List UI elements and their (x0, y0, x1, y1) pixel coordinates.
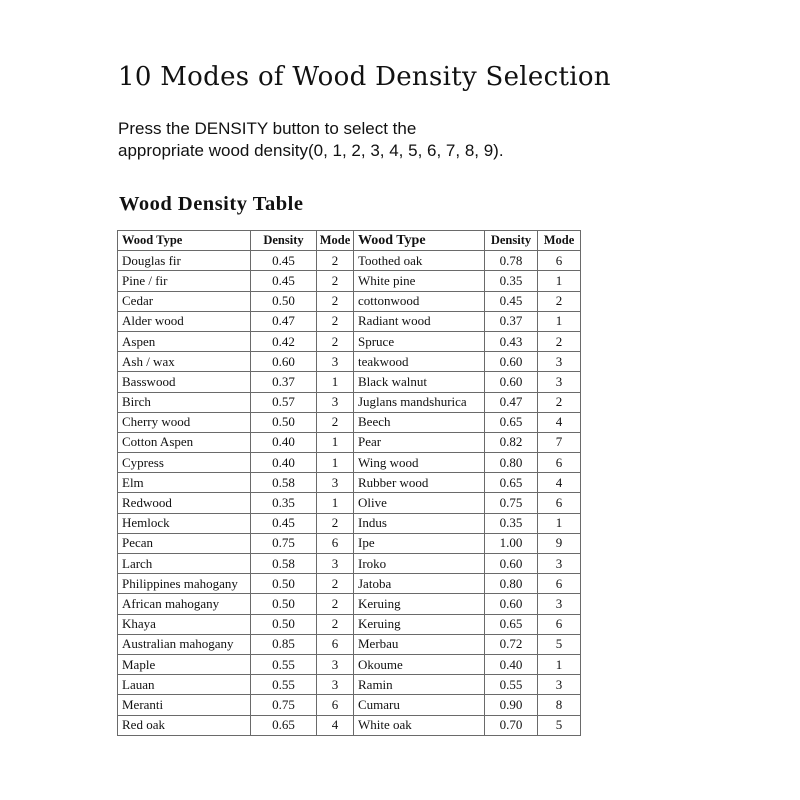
cell-density-right: 0.43 (485, 331, 538, 351)
table-row (118, 695, 581, 715)
cell-wood-type-right: White oak (354, 715, 485, 735)
cell-density-left: 0.50 (251, 291, 317, 311)
table-row (118, 453, 581, 473)
cell-wood-type-left: Maple (118, 654, 251, 674)
cell-wood-type-right: White pine (354, 271, 485, 291)
table-row (118, 493, 581, 513)
cell-wood-type-right: Merbau (354, 634, 485, 654)
table-row (118, 251, 581, 271)
cell-wood-type-right: Keruing (354, 594, 485, 614)
cell-wood-type-left: Khaya (118, 614, 251, 634)
cell-wood-type-left: Lauan (118, 675, 251, 695)
cell-wood-type-left: Cotton Aspen (118, 432, 251, 452)
cell-wood-type-right: Pear (354, 432, 485, 452)
cell-wood-type-left: Aspen (118, 331, 251, 351)
table-row (118, 654, 581, 674)
header-density-left: Density (251, 231, 317, 251)
cell-mode-left: 2 (317, 311, 354, 331)
table-header-row (118, 231, 581, 251)
cell-mode-right: 6 (538, 493, 581, 513)
cell-mode-right: 6 (538, 453, 581, 473)
cell-mode-left: 4 (317, 715, 354, 735)
cell-wood-type-right: Ipe (354, 533, 485, 553)
cell-density-left: 0.55 (251, 675, 317, 695)
cell-wood-type-right: Wing wood (354, 453, 485, 473)
cell-mode-left: 3 (317, 554, 354, 574)
intro-line-2: appropriate wood density(0, 1, 2, 3, 4, 5, 6, 7, 8, 9). (118, 141, 504, 160)
cell-mode-right: 4 (538, 412, 581, 432)
cell-mode-right: 3 (538, 352, 581, 372)
cell-wood-type-left: Pecan (118, 533, 251, 553)
cell-mode-left: 1 (317, 432, 354, 452)
cell-mode-left: 2 (317, 271, 354, 291)
cell-wood-type-left: Birch (118, 392, 251, 412)
cell-density-left: 0.40 (251, 432, 317, 452)
cell-density-left: 0.60 (251, 352, 317, 372)
cell-density-right: 0.65 (485, 473, 538, 493)
cell-density-right: 0.75 (485, 493, 538, 513)
cell-wood-type-left: Elm (118, 473, 251, 493)
table-title: Wood Density Table (119, 193, 304, 215)
table-row (118, 432, 581, 452)
cell-density-right: 0.60 (485, 594, 538, 614)
cell-wood-type-right: Rubber wood (354, 473, 485, 493)
cell-mode-right: 4 (538, 473, 581, 493)
table-row (118, 675, 581, 695)
table-row (118, 473, 581, 493)
header-wood-type-right: Wood Type (354, 231, 485, 251)
cell-density-right: 0.35 (485, 513, 538, 533)
cell-mode-left: 6 (317, 634, 354, 654)
cell-density-left: 0.45 (251, 251, 317, 271)
cell-wood-type-left: Pine / fir (118, 271, 251, 291)
cell-wood-type-left: Ash / wax (118, 352, 251, 372)
cell-density-right: 0.90 (485, 695, 538, 715)
cell-mode-right: 3 (538, 675, 581, 695)
table-row (118, 715, 581, 735)
table-row (118, 574, 581, 594)
cell-density-left: 0.50 (251, 412, 317, 432)
cell-density-right: 0.80 (485, 453, 538, 473)
cell-mode-left: 3 (317, 473, 354, 493)
cell-density-left: 0.65 (251, 715, 317, 735)
cell-density-left: 0.75 (251, 533, 317, 553)
cell-mode-left: 2 (317, 574, 354, 594)
cell-density-left: 0.58 (251, 554, 317, 574)
table-row (118, 392, 581, 412)
cell-mode-left: 3 (317, 675, 354, 695)
cell-wood-type-right: Olive (354, 493, 485, 513)
cell-wood-type-right: Spruce (354, 331, 485, 351)
cell-mode-right: 6 (538, 614, 581, 634)
cell-mode-right: 1 (538, 513, 581, 533)
cell-wood-type-left: Philippines mahogany (118, 574, 251, 594)
cell-mode-left: 2 (317, 614, 354, 634)
header-wood-type-left: Wood Type (118, 231, 251, 251)
cell-wood-type-right: Okoume (354, 654, 485, 674)
cell-wood-type-left: Douglas fir (118, 251, 251, 271)
cell-density-right: 0.82 (485, 432, 538, 452)
cell-density-right: 0.47 (485, 392, 538, 412)
header-mode-right: Mode (538, 231, 581, 251)
cell-mode-left: 3 (317, 352, 354, 372)
cell-mode-right: 3 (538, 554, 581, 574)
table-row (118, 331, 581, 351)
cell-density-right: 1.00 (485, 533, 538, 553)
cell-density-left: 0.85 (251, 634, 317, 654)
cell-wood-type-left: Red oak (118, 715, 251, 735)
cell-mode-left: 2 (317, 291, 354, 311)
cell-wood-type-left: Australian mahogany (118, 634, 251, 654)
table-row (118, 614, 581, 634)
cell-density-left: 0.45 (251, 271, 317, 291)
page-title: 10 Modes of Wood Density Selection (118, 62, 611, 92)
table-body (118, 251, 581, 736)
cell-wood-type-left: Meranti (118, 695, 251, 715)
cell-mode-right: 2 (538, 291, 581, 311)
cell-mode-left: 3 (317, 392, 354, 412)
cell-wood-type-right: Toothed oak (354, 251, 485, 271)
table-row (118, 271, 581, 291)
table-row (118, 533, 581, 553)
cell-density-right: 0.78 (485, 251, 538, 271)
cell-density-left: 0.47 (251, 311, 317, 331)
cell-mode-left: 1 (317, 493, 354, 513)
cell-mode-right: 2 (538, 331, 581, 351)
cell-density-left: 0.50 (251, 614, 317, 634)
cell-wood-type-right: teakwood (354, 352, 485, 372)
cell-mode-right: 9 (538, 533, 581, 553)
cell-wood-type-left: Hemlock (118, 513, 251, 533)
intro-text (118, 118, 504, 162)
cell-density-left: 0.45 (251, 513, 317, 533)
cell-wood-type-right: Iroko (354, 554, 485, 574)
cell-density-right: 0.70 (485, 715, 538, 735)
intro-line-1: Press the DENSITY button to select the (118, 119, 417, 138)
cell-wood-type-left: African mahogany (118, 594, 251, 614)
cell-mode-right: 1 (538, 654, 581, 674)
table-row (118, 554, 581, 574)
cell-density-left: 0.37 (251, 372, 317, 392)
cell-wood-type-right: Cumaru (354, 695, 485, 715)
table-row (118, 412, 581, 432)
cell-wood-type-right: Jatoba (354, 574, 485, 594)
cell-density-left: 0.50 (251, 574, 317, 594)
cell-wood-type-left: Basswood (118, 372, 251, 392)
cell-wood-type-right: Radiant wood (354, 311, 485, 331)
table-row (118, 291, 581, 311)
table-row (118, 372, 581, 392)
cell-wood-type-left: Cypress (118, 453, 251, 473)
cell-density-right: 0.65 (485, 412, 538, 432)
cell-mode-right: 6 (538, 251, 581, 271)
cell-density-left: 0.55 (251, 654, 317, 674)
cell-wood-type-left: Alder wood (118, 311, 251, 331)
header-mode-left: Mode (317, 231, 354, 251)
cell-wood-type-left: Cherry wood (118, 412, 251, 432)
cell-wood-type-left: Cedar (118, 291, 251, 311)
cell-density-right: 0.65 (485, 614, 538, 634)
cell-mode-left: 2 (317, 594, 354, 614)
cell-mode-right: 5 (538, 715, 581, 735)
cell-density-left: 0.42 (251, 331, 317, 351)
cell-mode-left: 2 (317, 331, 354, 351)
cell-mode-left: 2 (317, 412, 354, 432)
cell-wood-type-right: Keruing (354, 614, 485, 634)
cell-density-right: 0.60 (485, 352, 538, 372)
cell-density-right: 0.55 (485, 675, 538, 695)
cell-mode-right: 7 (538, 432, 581, 452)
cell-wood-type-right: Indus (354, 513, 485, 533)
cell-mode-left: 1 (317, 453, 354, 473)
cell-wood-type-right: Juglans mandshurica (354, 392, 485, 412)
cell-mode-left: 6 (317, 695, 354, 715)
cell-density-right: 0.35 (485, 271, 538, 291)
cell-mode-left: 3 (317, 654, 354, 674)
table-row (118, 634, 581, 654)
header-density-right: Density (485, 231, 538, 251)
cell-mode-right: 3 (538, 594, 581, 614)
cell-wood-type-right: Beech (354, 412, 485, 432)
table-row (118, 352, 581, 372)
cell-density-right: 0.80 (485, 574, 538, 594)
table-row (118, 311, 581, 331)
wood-density-table (117, 230, 581, 736)
cell-wood-type-right: cottonwood (354, 291, 485, 311)
cell-wood-type-left: Larch (118, 554, 251, 574)
cell-mode-right: 6 (538, 574, 581, 594)
cell-density-right: 0.45 (485, 291, 538, 311)
cell-wood-type-right: Ramin (354, 675, 485, 695)
cell-mode-left: 6 (317, 533, 354, 553)
cell-density-left: 0.58 (251, 473, 317, 493)
cell-mode-left: 2 (317, 251, 354, 271)
cell-mode-right: 5 (538, 634, 581, 654)
cell-mode-right: 8 (538, 695, 581, 715)
cell-wood-type-left: Redwood (118, 493, 251, 513)
cell-density-left: 0.35 (251, 493, 317, 513)
table-row (118, 594, 581, 614)
cell-density-right: 0.60 (485, 554, 538, 574)
cell-mode-left: 1 (317, 372, 354, 392)
cell-density-left: 0.75 (251, 695, 317, 715)
cell-wood-type-right: Black walnut (354, 372, 485, 392)
cell-density-right: 0.40 (485, 654, 538, 674)
cell-mode-right: 1 (538, 271, 581, 291)
table-row (118, 513, 581, 533)
cell-density-right: 0.37 (485, 311, 538, 331)
cell-density-left: 0.57 (251, 392, 317, 412)
cell-density-left: 0.40 (251, 453, 317, 473)
cell-mode-right: 2 (538, 392, 581, 412)
cell-mode-right: 1 (538, 311, 581, 331)
cell-density-left: 0.50 (251, 594, 317, 614)
cell-density-right: 0.60 (485, 372, 538, 392)
cell-density-right: 0.72 (485, 634, 538, 654)
cell-mode-right: 3 (538, 372, 581, 392)
cell-mode-left: 2 (317, 513, 354, 533)
